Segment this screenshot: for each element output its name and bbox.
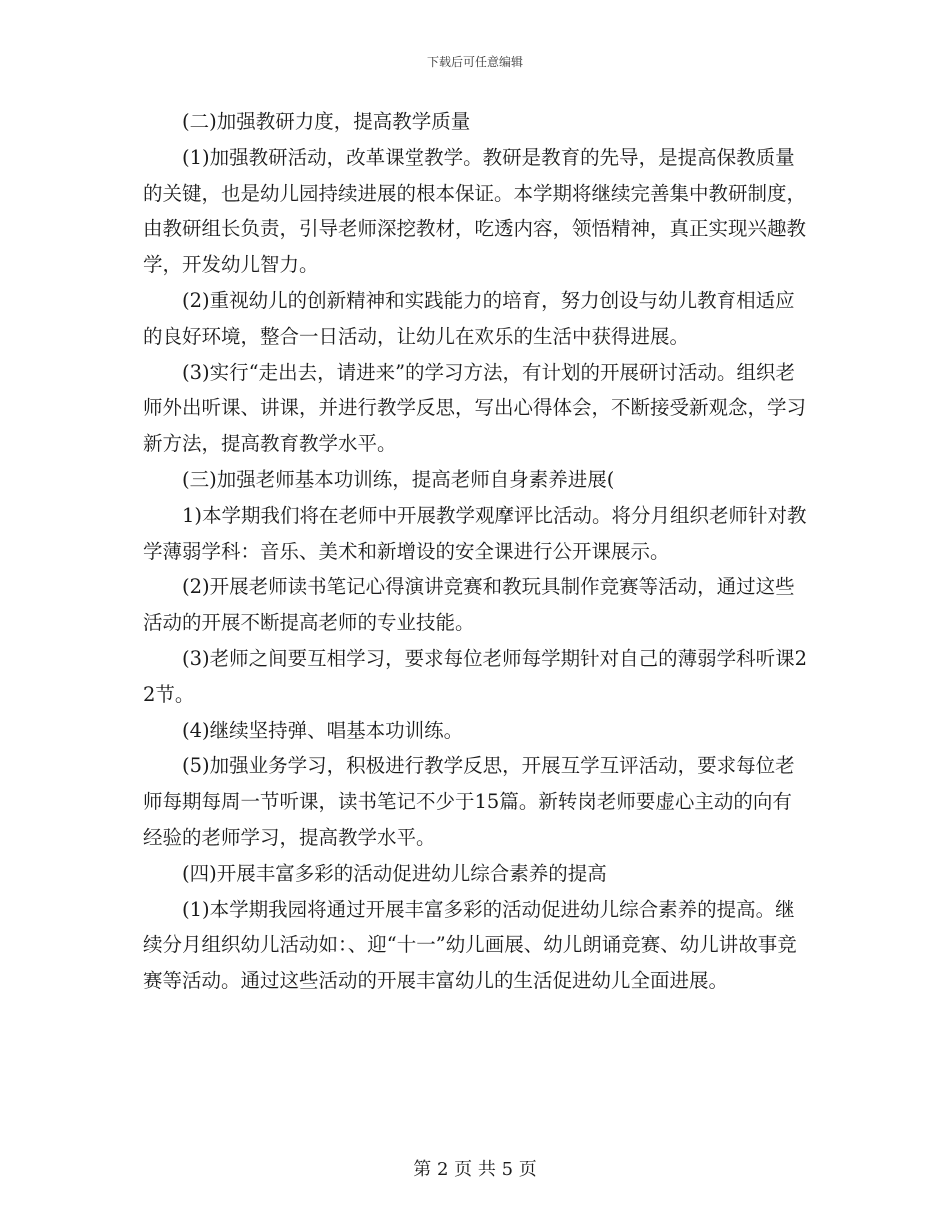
- paragraph: (4)继续坚持弹、唱基本功训练。: [182, 718, 464, 742]
- paragraph: (3)实行“走出去，请进来”的学习方法，有计划的开展研讨活动。组织老师外出听课、讲课，并进行教学反思，写出心得体会，不断接受新观念，学习新方法，提高教育教学水平。: [143, 360, 807, 456]
- paragraph: 1)本学期我们将在老师中开展教学观摩评比活动。将分月组织老师针对教学薄弱学科：音乐、美术和新增设的安全课进行公开课展示。: [143, 503, 807, 563]
- section-heading-4: (四)开展丰富多彩的活动促进幼儿综合素养的提高: [182, 861, 607, 885]
- page-header: 下载后可任意编辑: [426, 55, 523, 69]
- page-number: 第 2 页 共 5 页: [413, 1159, 537, 1180]
- paragraph: (3)老师之间要互相学习，要求每位老师每学期针对自己的薄弱学科听课22节。: [143, 646, 808, 706]
- document-body: [143, 104, 808, 999]
- section-heading-3: (三)加强老师基本功训练，提高老师自身素养进展(: [182, 467, 615, 491]
- paragraph: (1)本学期我园将通过开展丰富多彩的活动促进幼儿综合素养的提高。继续分月组织幼儿活动如：、迎“十一”幼儿画展、幼儿朗诵竞赛、幼儿讲故事竞赛等活动。通过这些活动的开展丰富幼儿的生活促进幼儿全面进展。: [143, 897, 797, 993]
- paragraph: (5)加强业务学习，积极进行教学反思，开展互学互评活动，要求每位老师每期每周一节听课，读书笔记不少于15篇。新转岗老师要虚心主动的向有经验的老师学习，提高教学水平。: [143, 754, 795, 849]
- paragraph: (1)加强教研活动，改革课堂教学。教研是教育的先导，是提高保教质量的关键，也是幼儿园持续进展的根本保证。本学期将继续完善集中教研制度，由教研组长负责，引导老师深挖教材，吃透内容，领悟精神，真正实现兴趣教学，开发幼儿智力。: [143, 145, 807, 277]
- paragraph: (2)开展老师读书笔记心得演讲竞赛和教玩具制作竞赛等活动，通过这些活动的开展不断提高老师的专业技能。: [143, 575, 795, 635]
- section-heading-2: (二)加强教研力度，提高教学质量: [182, 110, 471, 133]
- paragraph: (2)重视幼儿的创新精神和实践能力的培育，努力创设与幼儿教育相适应的良好环境，整合一日活动，让幼儿在欢乐的生活中获得进展。: [143, 288, 795, 348]
